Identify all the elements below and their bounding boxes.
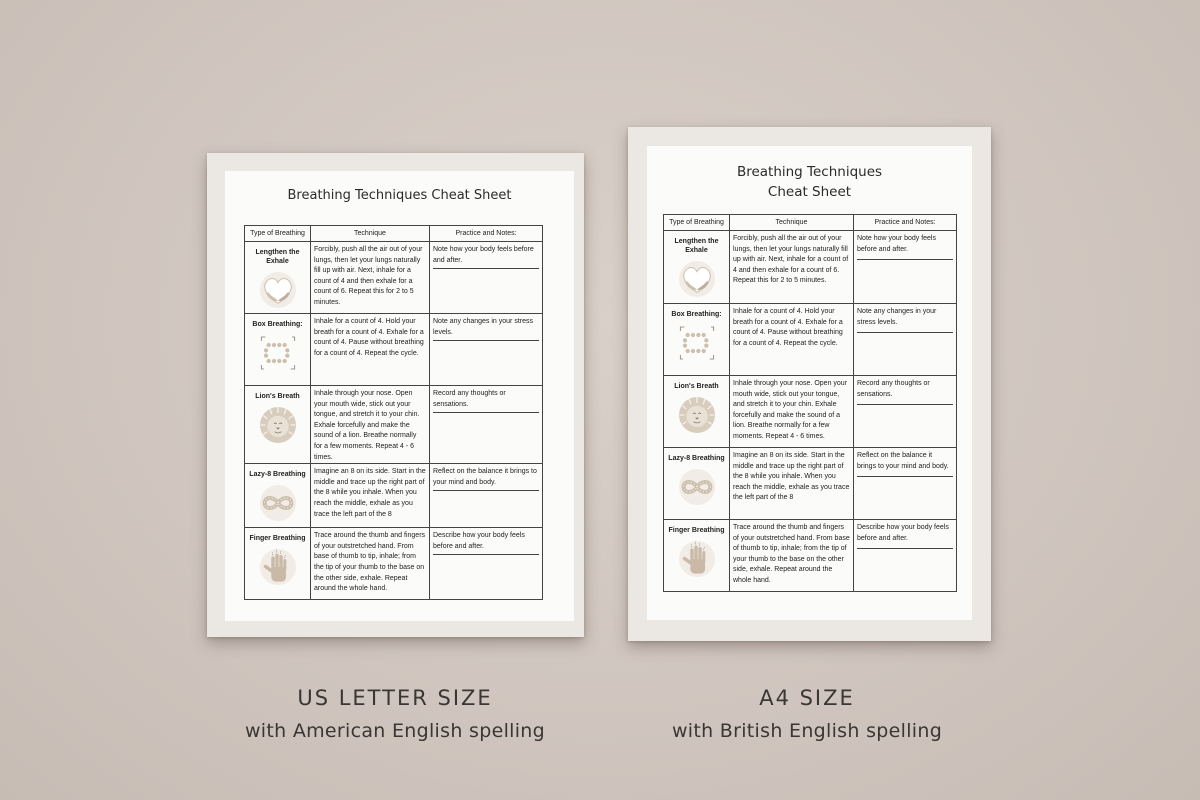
techniques-table — [244, 225, 543, 600]
us-spelling-caption: with American English spelling — [244, 720, 546, 742]
technique-text: Forcibly, push all the air out of your lungs, then let your lungs naturally fill up with air. Next, inhale for a count of 4 and then exhale for a count of 6. Repeat this for 2 to 5 minutes. — [730, 231, 854, 304]
lion-icon — [258, 405, 298, 445]
table-row — [245, 464, 543, 528]
col-header-notes: Practice and Notes: — [430, 226, 543, 242]
infinity-icon — [258, 483, 298, 523]
note-line — [433, 412, 539, 413]
note-prompt: Note any changes in your stress levels. — [433, 318, 533, 336]
table-header-row — [664, 215, 957, 231]
col-header-type: Type of Breathing — [664, 215, 730, 231]
type-name: Lengthen the Exhale — [255, 249, 300, 265]
table-row — [245, 314, 543, 386]
note-line — [857, 404, 953, 405]
table-row — [245, 386, 543, 464]
note-line — [433, 340, 539, 341]
note-prompt: Reflect on the balance it brings to your mind and body. — [857, 452, 949, 470]
type-name: Finger Breathing — [249, 535, 306, 543]
heart-hands-icon — [258, 270, 298, 310]
table-row — [664, 520, 957, 592]
hand-icon — [677, 539, 717, 579]
box-breath-icon — [258, 333, 298, 373]
page-title-line2: Cheat Sheet — [767, 184, 852, 200]
techniques-table — [663, 214, 957, 592]
note-prompt: Reflect on the balance it brings to your mind and body. — [433, 468, 537, 486]
note-prompt: Describe how your body feels before and after. — [857, 524, 949, 542]
a4-spelling-caption: with British English spelling — [671, 720, 943, 742]
table-row — [664, 231, 957, 304]
note-prompt: Record any thoughts or sensations. — [433, 390, 506, 408]
note-prompt: Note how your body feels before and after. — [857, 235, 936, 253]
col-header-type: Type of Breathing — [245, 226, 311, 242]
note-prompt: Note how your body feels before and after. — [433, 246, 534, 264]
heart-hands-icon — [677, 259, 717, 299]
a4-size-caption: A4 SIZE — [759, 686, 855, 710]
technique-text: Forcibly, push all the air out of your lungs, then let your lungs naturally fill up with air. Next, inhale for a count of 4 and then exhale for a count of 6. Repeat this for 2 to 5 minutes. — [311, 242, 430, 314]
us-letter-sheet — [225, 171, 574, 621]
col-header-technique: Technique — [311, 226, 430, 242]
box-breath-icon — [677, 323, 717, 363]
technique-text: Imagine an 8 on its side. Start in the middle and trace up the right part of the 8 while you inhale. When you reach the middle, exhale as you trace the left part of the 8 — [311, 464, 430, 528]
note-prompt: Note any changes in your stress levels. — [857, 308, 937, 326]
page-title: Breathing Techniques Cheat Sheet — [287, 188, 512, 203]
table-row — [245, 242, 543, 314]
technique-text: Trace around the thumb and fingers of your outstretched hand. From base of thumb to tip, inhale; from the tip of your thumb to the base on the other side, exhale. Repeat around the whole hand. — [311, 528, 430, 600]
technique-text: Inhale for a count of 4. Hold your breath for a count of 4. Exhale for a count of 4. Pause without breathing for a count of 4. Repeat the cycle. — [311, 314, 430, 386]
type-name: Lion's Breath — [674, 383, 719, 390]
note-line — [857, 332, 953, 333]
a4-sheet — [647, 146, 972, 620]
page-title — [647, 162, 972, 202]
technique-text: Trace around the thumb and fingers of your outstretched hand. From base of thumb to tip, inhale; from the tip of your thumb to the base on the other side, exhale. Repeat around the whole hand. — [730, 520, 854, 592]
note-prompt: Describe how your body feels before and after. — [433, 532, 525, 550]
note-prompt: Record any thoughts or sensations. — [857, 380, 930, 398]
table-row — [664, 448, 957, 520]
technique-text: Inhale for a count of 4. Hold your breath for a count of 4. Exhale for a count of 4. Pause without breathing for a count of 4. Repeat the cycle. — [730, 304, 854, 376]
infinity-icon — [677, 467, 717, 507]
technique-text: Imagine an 8 on its side. Start in the middle and trace up the right part of the 8 while you inhale. When you reach the middle, exhale as you trace the left part of the 8 — [730, 448, 854, 520]
lion-icon — [677, 395, 717, 435]
type-name: Lion's Breath — [255, 393, 300, 400]
technique-text: Inhale through your nose. Open your mouth wide, stick out your tongue, and stretch it to your chin. Exhale forcefully and make the sound of a lion. Breathe normally for a few moments. Repeat 4 - 6 times. — [311, 386, 430, 464]
page-title-line1: Breathing Techniques — [736, 164, 883, 180]
type-name: Lengthen the Exhale — [674, 238, 719, 254]
table-row — [664, 304, 957, 376]
table-row — [245, 528, 543, 600]
type-name: Box Breathing: — [671, 311, 722, 318]
hand-icon — [258, 547, 298, 587]
table-header-row — [245, 226, 543, 242]
note-line — [433, 490, 539, 491]
note-line — [857, 259, 953, 260]
table-row — [664, 376, 957, 448]
note-line — [433, 268, 539, 269]
type-name: Lazy-8 Breathing — [249, 471, 306, 479]
us-size-caption: US LETTER SIZE — [297, 686, 493, 710]
col-header-notes: Practice and Notes: — [854, 215, 957, 231]
type-name: Box Breathing: — [252, 321, 303, 328]
col-header-technique: Technique — [730, 215, 854, 231]
type-name: Finger Breathing — [668, 527, 725, 534]
technique-text: Inhale through your nose. Open your mouth wide, stick out your tongue, and stretch it to your chin. Exhale forcefully and make the sound of a lion. Breathe normally for a few moments. Repeat 4 - 6 times. — [730, 376, 854, 448]
note-line — [433, 554, 539, 555]
type-name: Lazy-8 Breathing — [668, 455, 725, 462]
note-line — [857, 476, 953, 477]
note-line — [857, 548, 953, 549]
